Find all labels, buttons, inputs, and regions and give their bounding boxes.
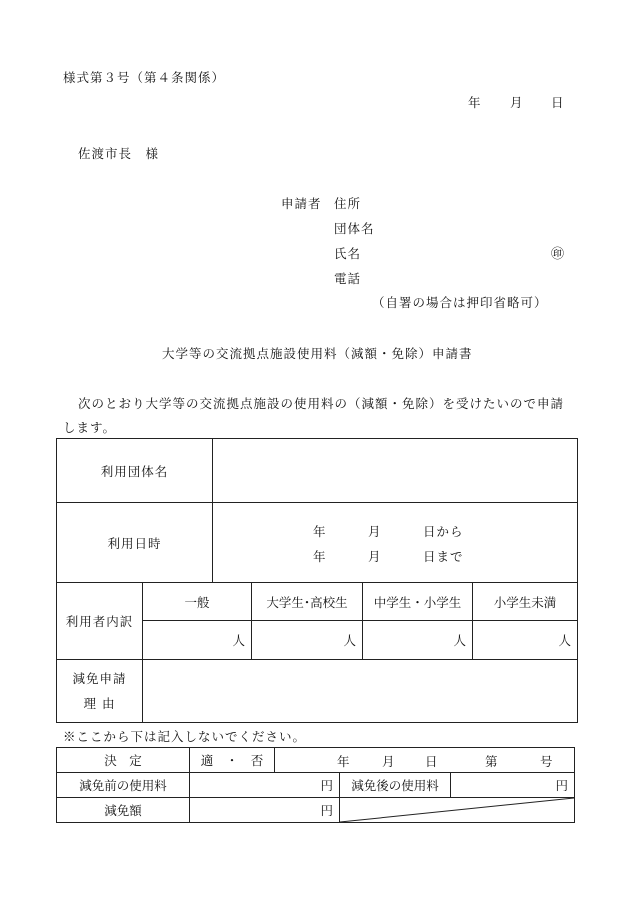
row-reason — [57, 660, 578, 723]
from-month: 月 — [368, 524, 381, 539]
reason-label-line1: 減免申請 — [72, 671, 127, 686]
approve-reject: 適 ・ 否 — [190, 748, 275, 773]
form-number: 様式第３号（第４条関係） — [63, 70, 226, 85]
group-name-label: 利用団体名 — [57, 439, 213, 503]
count-general[interactable]: 人 — [143, 621, 252, 660]
row-decision — [57, 748, 575, 773]
row-reduction — [57, 798, 575, 823]
reason-field[interactable] — [143, 660, 578, 723]
body-line-2: します。 — [63, 420, 117, 435]
decision-number-prefix: 第 — [485, 754, 498, 769]
category-university-high: 大学生･高校生 — [252, 583, 363, 621]
row-fees — [57, 773, 575, 798]
date-month: 月 — [510, 95, 523, 110]
datetime-label: 利用日時 — [57, 503, 213, 583]
applicant-name-label: 氏名 — [334, 246, 362, 261]
do-not-fill-note: ※ここから下は記入しないでください。 — [63, 729, 307, 744]
seal-mark: ㊞ — [551, 247, 565, 262]
applicant-address-label: 住所 — [334, 196, 362, 211]
count-middle-elementary[interactable]: 人 — [363, 621, 473, 660]
applicant-label: 申請者 — [281, 196, 322, 211]
row-group-name — [57, 439, 578, 503]
diagonal-line — [340, 798, 574, 822]
reason-label-line2: 理 由 — [83, 696, 116, 711]
fee-before-yen: 円 — [190, 773, 340, 798]
row-datetime — [57, 503, 578, 583]
application-table — [56, 438, 578, 723]
decision-label: 決 定 — [57, 748, 190, 773]
decision-date-number — [275, 748, 575, 773]
fee-after-label: 減免後の使用料 — [340, 773, 451, 798]
decision-month: 月 — [382, 754, 395, 769]
decision-number-suffix: 号 — [540, 754, 553, 769]
to-year: 年 — [313, 549, 326, 564]
date-year: 年 — [468, 95, 481, 110]
fee-before-label: 減免前の使用料 — [57, 773, 190, 798]
diagonal-strike-line — [340, 798, 574, 822]
addressee: 佐渡市長 様 — [78, 146, 160, 161]
decision-year: 年 — [337, 754, 350, 769]
reason-label — [57, 660, 143, 723]
reduction-blank-cell — [340, 798, 575, 823]
to-month: 月 — [368, 549, 381, 564]
category-middle-elementary: 中学生・小学生 — [363, 583, 473, 621]
reduction-label: 減免額 — [57, 798, 190, 823]
applicant-group-label: 団体名 — [334, 221, 375, 236]
category-general: 一般 — [143, 583, 252, 621]
category-preschool: 小学生未満 — [473, 583, 578, 621]
group-name-field[interactable] — [213, 439, 578, 503]
decision-day: 日 — [425, 754, 438, 769]
document-title: 大学等の交流拠点施設使用料（減額・免除）申請書 — [162, 346, 473, 361]
from-day: 日から — [423, 524, 464, 539]
to-day: 日まで — [423, 549, 464, 564]
count-preschool[interactable]: 人 — [473, 621, 578, 660]
datetime-field[interactable] — [213, 503, 578, 583]
reduction-yen: 円 — [190, 798, 340, 823]
fee-after-yen: 円 — [451, 773, 575, 798]
from-year: 年 — [313, 524, 326, 539]
seal-omit-note: （自署の場合は押印省略可） — [372, 295, 548, 310]
breakdown-label: 利用者内訳 — [57, 583, 143, 660]
body-line-1: 次のとおり大学等の交流拠点施設の使用料の（減額・免除）を受けたいので申請 — [78, 396, 565, 411]
count-university-high[interactable]: 人 — [252, 621, 363, 660]
date-day: 日 — [551, 95, 564, 110]
row-breakdown-header — [57, 583, 578, 621]
applicant-phone-label: 電話 — [334, 271, 362, 286]
official-use-table — [56, 747, 575, 823]
